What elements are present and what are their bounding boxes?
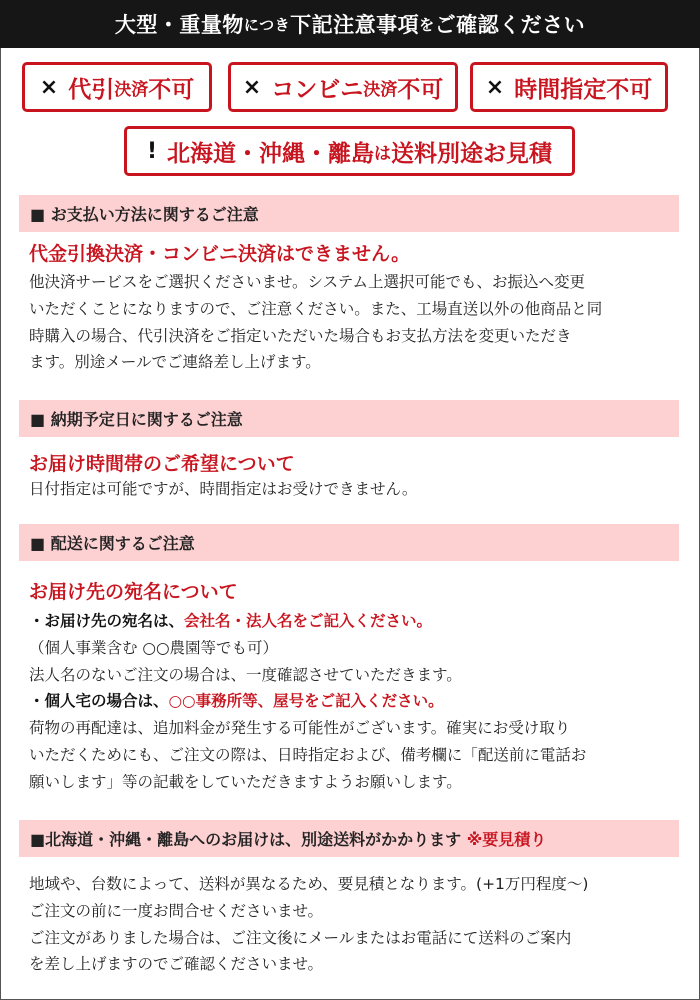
line-text: 地域や、台数によって、送料が異なるため、要見積となります。(+1万円程度～) bbox=[29, 875, 589, 893]
line-text: 荷物の再配達は、追加料金が発生する可能性がございます。確実にお受け取り bbox=[29, 719, 571, 738]
body-line bbox=[29, 951, 588, 978]
body-line bbox=[29, 349, 602, 376]
line-text: ご注文がありました場合は、ご注文後にメールまたはお電話にて送料のご案内 bbox=[29, 928, 572, 947]
badge-text: 時間指定不可 bbox=[514, 76, 653, 103]
body-line bbox=[29, 898, 588, 925]
body-line bbox=[29, 608, 586, 635]
line-text: 法人名のないご注文の場合は、一度確認させていただきます。 bbox=[29, 665, 462, 684]
badge-text: 代引 bbox=[68, 76, 115, 103]
section-heading-remote bbox=[19, 820, 679, 857]
section-title-shipping: お届け先の宛名について bbox=[29, 581, 238, 603]
line-text: いただくことになりますので、ご注意ください。また、工場直送以外の他商品と同 bbox=[29, 299, 603, 318]
highlight-text: 会社名・法人名をご記入ください。 bbox=[184, 612, 433, 630]
badge-text: コンビニ bbox=[271, 76, 364, 103]
body-line bbox=[29, 769, 586, 796]
body-line bbox=[29, 688, 586, 715]
badge-text: 決済 bbox=[114, 79, 149, 100]
body-line bbox=[29, 269, 602, 296]
section-heading-delivery-date bbox=[19, 400, 679, 437]
section-title-payment: 代金引換決済・コンビニ決済はできません。 bbox=[29, 243, 411, 265]
body-line bbox=[29, 662, 586, 689]
badge-text: 不可 bbox=[148, 76, 195, 103]
body-line bbox=[29, 635, 586, 662]
badge-text: 決済 bbox=[363, 79, 398, 100]
x-mark-icon: × bbox=[242, 74, 262, 100]
line-text: いただくためにも、ご注文の際は、日時指定および、備考欄に「配送前に電話お bbox=[29, 745, 587, 764]
heading-text: ■ 配送に関するご注意 bbox=[30, 534, 195, 553]
line-text: ご注文の前に一度お問合せくださいませ。 bbox=[29, 901, 324, 920]
quote-required-note: ※要見積り bbox=[466, 830, 547, 849]
title-part: 大型・重量物 bbox=[114, 13, 244, 37]
heading-text: ■北海道・沖縄・離島へのお届けは、別途送料がかかります bbox=[30, 830, 462, 849]
heading-text: ■ お支払い方法に関するご注意 bbox=[30, 205, 259, 224]
line-text: ます。別途メールでご連絡差し上げます。 bbox=[29, 353, 321, 372]
badge-no-cod bbox=[22, 62, 212, 112]
page-title bbox=[0, 0, 700, 48]
badge-text: 不可 bbox=[397, 76, 444, 103]
line-text: 時購入の場合、代引決済をご指定いただいた場合もお支払方法を変更いただき bbox=[29, 326, 572, 345]
section-body-shipping bbox=[29, 608, 586, 796]
x-mark-icon: × bbox=[39, 74, 59, 100]
title-part: を bbox=[419, 15, 435, 34]
title-part: ご確認ください bbox=[434, 13, 586, 37]
badge-text: 北海道・沖縄・離島 bbox=[167, 140, 375, 167]
body-line bbox=[29, 925, 588, 952]
title-part: 下記注意事項 bbox=[290, 13, 420, 37]
line-text: 他決済サービスをご選択くださいませ。システム上選択可能でも、お振込へ変更 bbox=[29, 273, 585, 291]
line-text: ・個人宅の場合は、 bbox=[29, 692, 169, 711]
badge-text: 送料別途お見積 bbox=[391, 140, 553, 167]
body-line bbox=[29, 871, 588, 898]
badge-no-convenience-store bbox=[228, 62, 458, 112]
badge-no-time-designation bbox=[470, 62, 668, 112]
highlight-text: ○○事務所等、屋号をご記入ください。 bbox=[168, 692, 444, 711]
title-part: につき bbox=[243, 15, 291, 34]
body-line bbox=[29, 323, 602, 350]
body-line bbox=[29, 715, 586, 742]
section-heading-payment bbox=[19, 195, 679, 232]
heading-text: ■ 納期予定日に関するご注意 bbox=[30, 410, 243, 429]
body-line bbox=[29, 476, 417, 503]
section-body-delivery-date bbox=[29, 476, 417, 503]
section-body-remote bbox=[29, 871, 588, 978]
badge-remote-shipping-quote bbox=[124, 126, 575, 176]
exclamation-icon: ! bbox=[146, 138, 158, 164]
line-text: 願いします」等の記載をしていただきますようお願いします。 bbox=[29, 772, 462, 791]
section-body-payment bbox=[29, 269, 602, 376]
x-mark-icon: × bbox=[485, 74, 505, 100]
section-title-delivery-date: お届け時間帯のご希望について bbox=[29, 453, 295, 475]
section-heading-shipping bbox=[19, 524, 679, 561]
line-text: を差し上げますのでご確認くださいませ。 bbox=[29, 955, 324, 974]
badge-text: は bbox=[374, 143, 392, 164]
line-text: ・お届け先の宛名は、 bbox=[29, 612, 185, 630]
body-line bbox=[29, 742, 586, 769]
line-text: 日付指定は可能ですが、時間指定はお受けできません。 bbox=[29, 480, 418, 498]
body-line bbox=[29, 296, 602, 323]
line-text: （個人事業含む ○○農園等でも可） bbox=[29, 638, 278, 657]
